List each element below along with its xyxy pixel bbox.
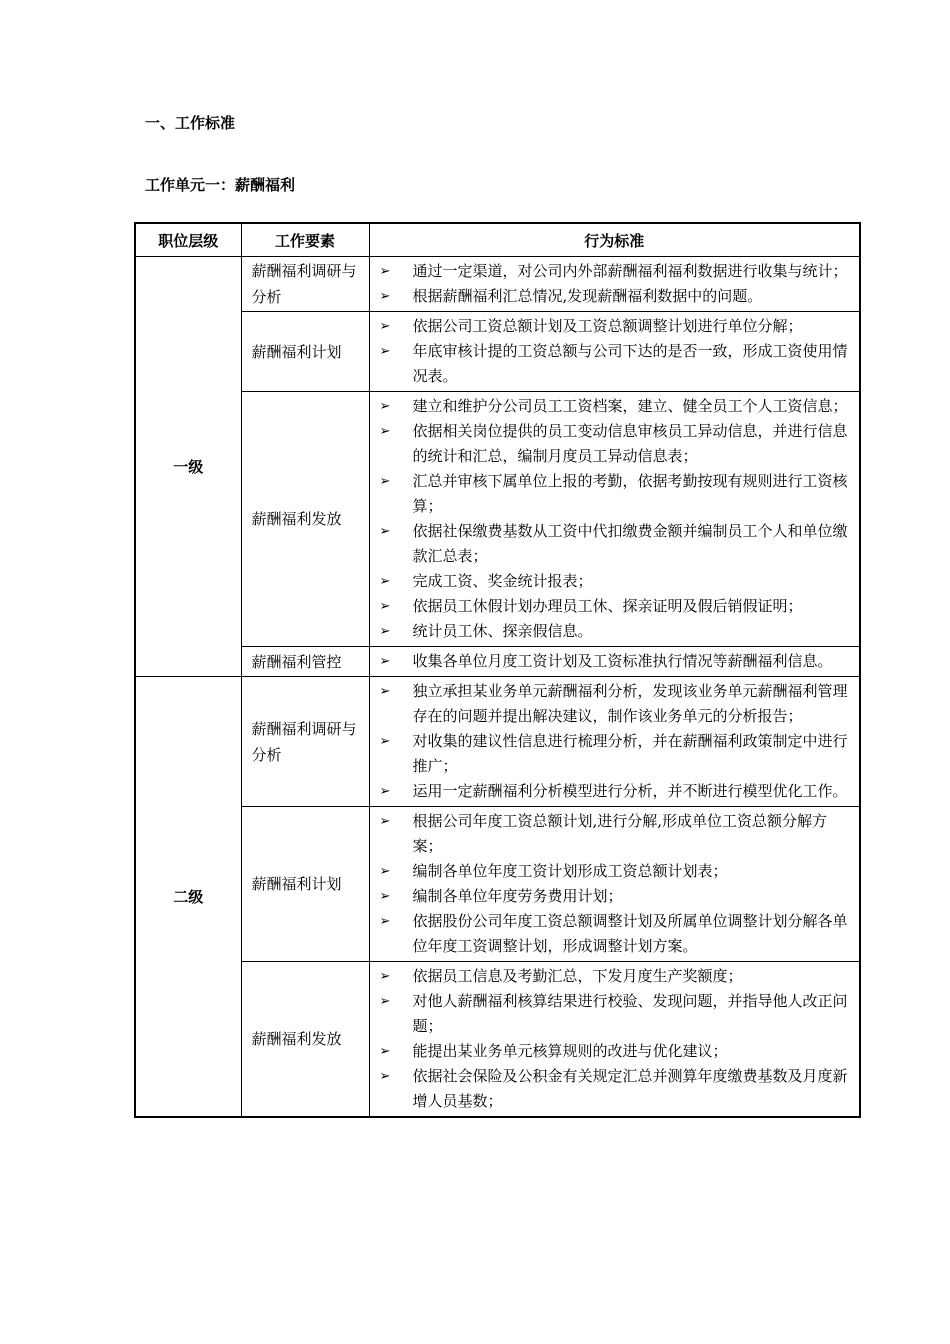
list-item <box>378 619 852 644</box>
standards-list <box>378 314 852 389</box>
standards-cell <box>369 257 860 312</box>
level-cell: 一级 <box>135 257 241 677</box>
standard-text: 收集各单位月度工资计划及工资标准执行情况等薪酬福利信息。 <box>412 652 833 670</box>
arrow-bullet-icon: ➢ <box>379 319 391 334</box>
standards-list <box>378 259 852 309</box>
standard-text: 依据社会保险及公积金有关规定汇总并测算年度缴费基数及月度新增人员基数； <box>412 1067 848 1110</box>
list-item <box>378 649 852 674</box>
header-standard: 行为标准 <box>369 223 860 257</box>
list-item <box>378 259 852 284</box>
list-item <box>378 1039 852 1064</box>
list-item <box>378 339 852 389</box>
arrow-bullet-icon: ➢ <box>379 344 391 359</box>
table-header-row <box>135 223 860 257</box>
list-item <box>378 989 852 1039</box>
standard-text: 依据相关岗位提供的员工变动信息审核员工异动信息，并进行信息的统计和汇总，编制月度员工异动信息表； <box>412 422 848 465</box>
arrow-bullet-icon: ➢ <box>379 474 391 489</box>
section-title: 一、工作标准 <box>145 114 236 132</box>
list-item <box>378 394 852 419</box>
arrow-bullet-icon: ➢ <box>379 524 391 539</box>
standards-cell <box>369 962 860 1118</box>
standard-text: 编制各单位年度劳务费用计划； <box>412 887 623 905</box>
list-item <box>378 419 852 469</box>
standards-cell <box>369 647 860 677</box>
arrow-bullet-icon: ➢ <box>379 424 391 439</box>
list-item <box>378 779 852 804</box>
standard-text: 运用一定薪酬福利分析模型进行分析，并不断进行模型优化工作。 <box>412 782 848 800</box>
standard-text: 汇总并审核下属单位上报的考勤，依据考勤按现有规则进行工资核算； <box>412 472 848 515</box>
list-item <box>378 594 852 619</box>
list-item <box>378 569 852 594</box>
standard-text: 建立和维护分公司员工工资档案，建立、健全员工个人工资信息； <box>412 397 848 415</box>
standard-text: 依据员工休假计划办理员工休、探亲证明及假后销假证明； <box>412 597 803 615</box>
table-row <box>135 392 860 647</box>
standard-text: 根据公司年度工资总额计划,进行分解,形成单位工资总额分解方案； <box>412 812 828 855</box>
standards-cell <box>369 807 860 962</box>
arrow-bullet-icon: ➢ <box>379 289 391 304</box>
arrow-bullet-icon: ➢ <box>379 264 391 279</box>
arrow-bullet-icon: ➢ <box>379 969 391 984</box>
standards-cell <box>369 677 860 807</box>
list-item <box>378 884 852 909</box>
standard-text: 年底审核计提的工资总额与公司下达的是否一致，形成工资使用情况表。 <box>412 342 848 385</box>
element-cell: 薪酬福利调研与分析 <box>241 257 369 312</box>
standards-list <box>378 679 852 804</box>
table-row <box>135 807 860 962</box>
table-row <box>135 312 860 392</box>
standards-list <box>378 964 852 1114</box>
standards-list <box>378 809 852 959</box>
list-item <box>378 729 852 779</box>
list-item <box>378 284 852 309</box>
table-row <box>135 962 860 1118</box>
arrow-bullet-icon: ➢ <box>379 624 391 639</box>
arrow-bullet-icon: ➢ <box>379 399 391 414</box>
arrow-bullet-icon: ➢ <box>379 889 391 904</box>
list-item <box>378 1064 852 1114</box>
table-row <box>135 257 860 312</box>
element-cell: 薪酬福利管控 <box>241 647 369 677</box>
standard-text: 对收集的建议性信息进行梳理分析，并在薪酬福利政策制定中进行推广； <box>412 732 848 775</box>
list-item <box>378 964 852 989</box>
list-item <box>378 809 852 859</box>
table-row <box>135 677 860 807</box>
list-item <box>378 909 852 959</box>
standard-text: 完成工资、奖金统计报表； <box>412 572 593 590</box>
standard-text: 依据社保缴费基数从工资中代扣缴费金额并编制员工个人和单位缴款汇总表； <box>412 522 848 565</box>
arrow-bullet-icon: ➢ <box>379 784 391 799</box>
standards-cell <box>369 312 860 392</box>
element-cell: 薪酬福利调研与分析 <box>241 677 369 807</box>
standard-text: 统计员工休、探亲假信息。 <box>412 622 593 640</box>
list-item <box>378 519 852 569</box>
standard-text: 依据股份公司年度工资总额调整计划及所属单位调整计划分解各单位年度工资调整计划，形成调整计划方案。 <box>412 912 848 955</box>
arrow-bullet-icon: ➢ <box>379 654 391 669</box>
list-item <box>378 859 852 884</box>
standards-list <box>378 649 852 674</box>
arrow-bullet-icon: ➢ <box>379 599 391 614</box>
element-cell: 薪酬福利发放 <box>241 962 369 1118</box>
standard-text: 能提出某业务单元核算规则的改进与优化建议； <box>412 1042 728 1060</box>
standard-text: 独立承担某业务单元薪酬福利分析，发现该业务单元薪酬福利管理存在的问题并提出解决建议，制作该业务单元的分析报告； <box>412 682 848 725</box>
standard-text: 编制各单位年度工资计划形成工资总额计划表； <box>412 862 728 880</box>
arrow-bullet-icon: ➢ <box>379 574 391 589</box>
standard-text: 通过一定渠道，对公司内外部薪酬福利福利数据进行收集与统计； <box>412 262 848 280</box>
arrow-bullet-icon: ➢ <box>379 914 391 929</box>
table-row <box>135 647 860 677</box>
unit-title: 工作单元一：薪酬福利 <box>145 176 296 194</box>
list-item <box>378 679 852 729</box>
standards-cell <box>369 392 860 647</box>
list-item <box>378 314 852 339</box>
standard-text: 根据薪酬福利汇总情况,发现薪酬福利数据中的问题。 <box>412 287 763 305</box>
arrow-bullet-icon: ➢ <box>379 1069 391 1084</box>
element-cell: 薪酬福利计划 <box>241 807 369 962</box>
header-level: 职位层级 <box>135 223 241 257</box>
standards-list <box>378 394 852 644</box>
standard-text: 依据员工信息及考勤汇总，下发月度生产奖额度； <box>412 967 743 985</box>
arrow-bullet-icon: ➢ <box>379 994 391 1009</box>
arrow-bullet-icon: ➢ <box>379 864 391 879</box>
arrow-bullet-icon: ➢ <box>379 814 391 829</box>
list-item <box>378 469 852 519</box>
standard-text: 对他人薪酬福利核算结果进行校验、发现问题，并指导他人改正问题； <box>412 992 848 1035</box>
level-cell: 二级 <box>135 677 241 1118</box>
header-element: 工作要素 <box>241 223 369 257</box>
element-cell: 薪酬福利发放 <box>241 392 369 647</box>
arrow-bullet-icon: ➢ <box>379 734 391 749</box>
standard-text: 依据公司工资总额计划及工资总额调整计划进行单位分解； <box>412 317 803 335</box>
element-cell: 薪酬福利计划 <box>241 312 369 392</box>
arrow-bullet-icon: ➢ <box>379 1044 391 1059</box>
work-standards-table <box>134 222 861 1118</box>
arrow-bullet-icon: ➢ <box>379 684 391 699</box>
